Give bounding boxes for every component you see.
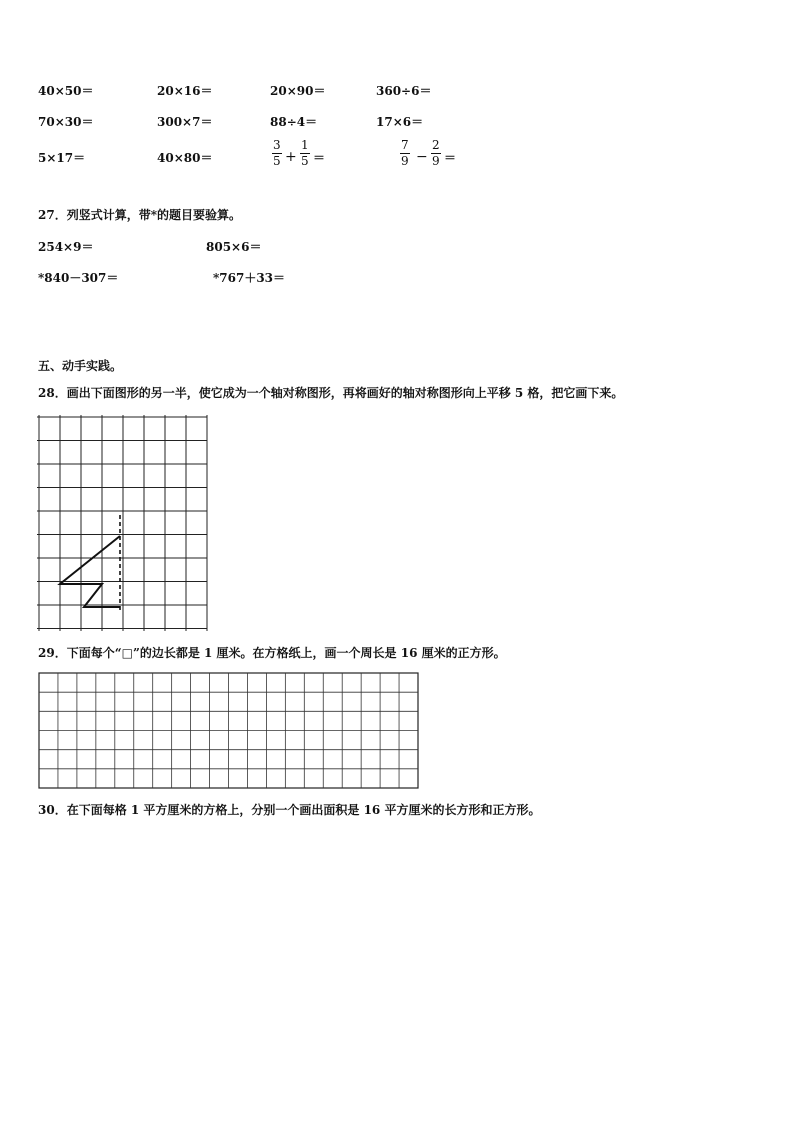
numerator: 1 (301, 138, 309, 152)
calc-item: 40×50＝ (38, 84, 94, 98)
numerator: 3 (273, 138, 281, 152)
numerator: 7 (401, 138, 409, 152)
denominator: 5 (273, 154, 281, 168)
fraction (272, 139, 282, 168)
equals-sign: ＝ (444, 151, 457, 165)
minus-operator: − (416, 149, 428, 165)
calc-item: 360÷6＝ (376, 84, 432, 98)
calc-item: 20×90＝ (270, 84, 326, 98)
fraction (300, 139, 310, 168)
calc-item: 254×9＝ (38, 240, 94, 254)
question-28-title: 28．画出下面图形的另一半，使它成为一个轴对称图形，再将画好的轴对称图形向上平移 5 格，把它画下来。 (38, 386, 624, 400)
section-title: 五、动手实践。 (38, 359, 123, 373)
numerator: 2 (432, 138, 440, 152)
equals-sign: ＝ (313, 151, 326, 165)
fraction (431, 139, 441, 168)
calc-item: *840－307＝ (38, 271, 119, 285)
calc-item: 17×6＝ (376, 115, 424, 129)
calc-item: 20×16＝ (157, 84, 213, 98)
question-30-title: 30．在下面每格 1 平方厘米的方格上，分别一个画出面积是 16 平方厘米的长方形和正方形。 (38, 803, 541, 817)
denominator: 5 (301, 154, 309, 168)
plus-operator: + (285, 149, 297, 165)
calc-item: 805×6＝ (206, 240, 262, 254)
grid-q28[interactable] (37, 415, 207, 631)
calc-item: 40×80＝ (157, 151, 213, 165)
calc-item: 5×17＝ (38, 151, 86, 165)
grid-q29[interactable] (38, 672, 420, 790)
denominator: 9 (401, 154, 409, 168)
calc-item: 70×30＝ (38, 115, 94, 129)
question-29-title: 29．下面每个“□”的边长都是 1 厘米。在方格纸上，画一个周长是 16 厘米的正方形。 (38, 646, 506, 660)
fraction (400, 139, 410, 168)
half-figure (60, 536, 120, 607)
denominator: 9 (432, 154, 440, 168)
calc-item: 300×7＝ (157, 115, 213, 129)
calc-item: 88÷4＝ (270, 115, 318, 129)
question-27-title: 27．列竖式计算，带*的题目要验算。 (38, 208, 241, 222)
calc-item: *767＋33＝ (213, 271, 286, 285)
